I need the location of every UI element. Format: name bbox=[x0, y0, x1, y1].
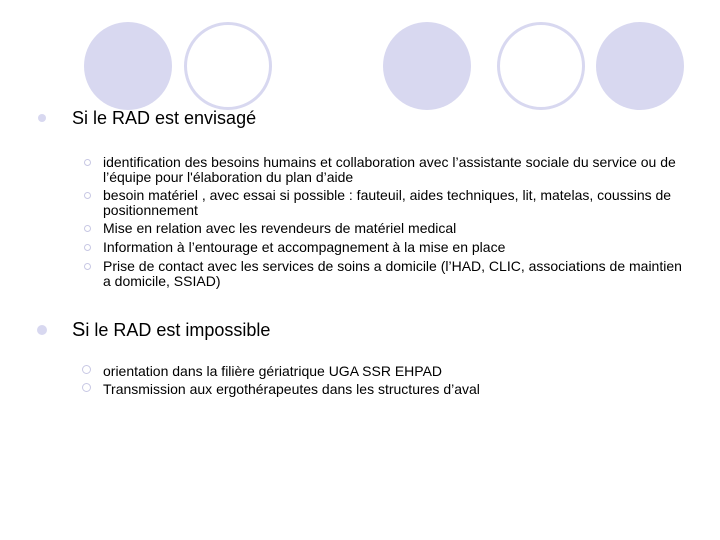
list-item-text: orientation dans la filière gériatrique UGA SSR EHPAD bbox=[103, 363, 443, 379]
ring-bullet-icon bbox=[84, 263, 91, 270]
decorative-circle-filled bbox=[596, 22, 684, 110]
list-item-text: Mise en relation avec les revendeurs de matériel medical bbox=[103, 220, 457, 236]
sublist-rad-envisage bbox=[103, 155, 683, 293]
ring-bullet-icon bbox=[84, 244, 91, 251]
ring-bullet-icon bbox=[84, 159, 91, 166]
sublist-rad-impossible bbox=[103, 362, 683, 398]
decorative-circle-filled bbox=[383, 22, 471, 110]
list-item bbox=[103, 362, 683, 380]
list-item bbox=[103, 380, 683, 398]
decorative-circle-ring bbox=[497, 22, 585, 110]
ring-bullet-icon bbox=[82, 383, 91, 392]
section-heading-text: Si le RAD est envisagé bbox=[72, 108, 257, 128]
list-item-text: Information à l’entourage et accompagnement à la mise en place bbox=[103, 239, 506, 255]
list-item-text: besoin matériel , avec essai si possible : fauteuil, aides techniques, lit, matelas, coussins de positionnement bbox=[103, 187, 672, 218]
list-item-text: Transmission aux ergothérapeutes dans les structures d’aval bbox=[103, 381, 480, 397]
bullet-dot-icon bbox=[38, 114, 46, 122]
list-item-text: identification des besoins humains et collaboration avec l’assistante sociale du service ou de l’équipe pour l'élaboration du plan d’aide bbox=[103, 154, 676, 185]
ring-bullet-icon bbox=[82, 365, 91, 374]
list-item bbox=[103, 188, 683, 218]
list-item bbox=[103, 240, 683, 255]
section-heading-initial: S bbox=[72, 319, 86, 341]
section-heading-rad-envisage bbox=[72, 107, 256, 129]
decorative-circle-filled bbox=[84, 22, 172, 110]
list-item bbox=[103, 221, 683, 236]
list-item bbox=[103, 155, 683, 185]
section-heading-text: i le RAD est impossible bbox=[85, 320, 271, 340]
ring-bullet-icon bbox=[84, 225, 91, 232]
decorative-circle-ring bbox=[184, 22, 272, 110]
bullet-dot-icon bbox=[37, 325, 47, 335]
ring-bullet-icon bbox=[84, 192, 91, 199]
list-item bbox=[103, 259, 683, 289]
section-heading-rad-impossible bbox=[72, 319, 270, 341]
list-item-text: Prise de contact avec les services de soins a domicile (l’HAD, CLIC, associations de maintien a domicile, SSIAD) bbox=[103, 258, 682, 289]
